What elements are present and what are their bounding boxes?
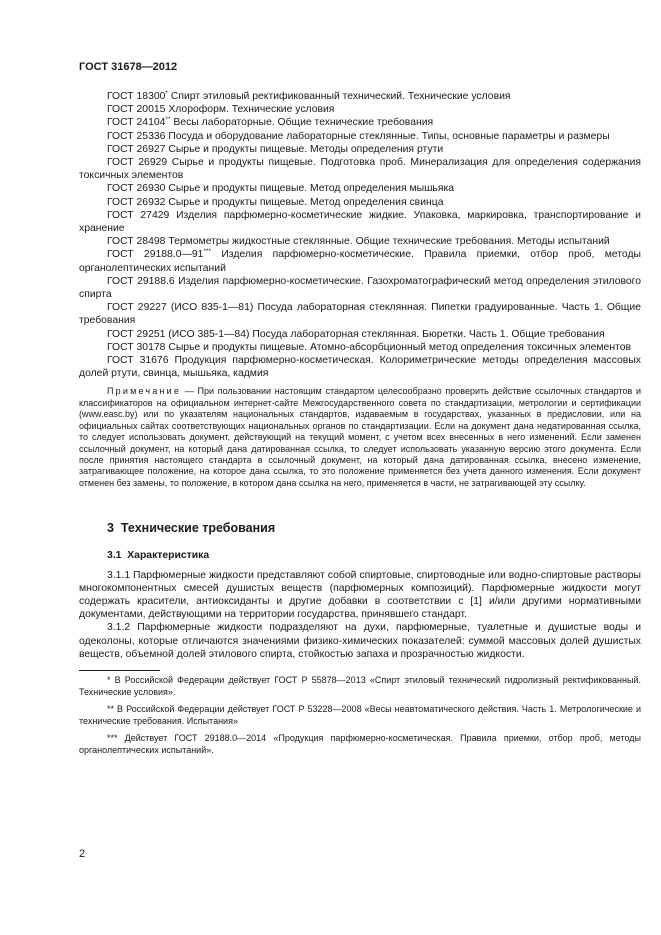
footnote: * В Российской Федерации действует ГОСТ Р 55878—2013 «Спирт этиловый технический гидролизный ректификованный. Технические условия». bbox=[79, 674, 641, 697]
reference-code: ГОСТ 29188.6 bbox=[107, 275, 175, 287]
footnote-mark: *** bbox=[203, 248, 212, 256]
reference-title: Сырье и продукты пищевые. Подготовка проб. Минерализация для определения содержания токсичных элементов bbox=[79, 157, 641, 182]
reference-title: Хлороформ. Технические условия bbox=[168, 104, 335, 116]
subsection-title: Характеристика bbox=[127, 550, 210, 562]
reference-item bbox=[79, 130, 641, 143]
reference-title: Весы лабораторные. Общие технические требования bbox=[173, 117, 434, 129]
document-body bbox=[79, 90, 641, 763]
reference-item bbox=[79, 209, 641, 235]
reference-code: ГОСТ 24104 bbox=[107, 117, 166, 129]
normative-references-list bbox=[79, 90, 641, 380]
reference-item bbox=[79, 248, 641, 274]
reference-title: Изделия парфюмерно-косметические. Правила приемки, отбор проб, методы органолептических испытаний bbox=[79, 249, 642, 274]
page-header: ГОСТ 31678—2012 bbox=[79, 61, 178, 73]
reference-title: Изделия парфюмерно-косметические. Газохроматографический метод определения этилового спирта bbox=[79, 275, 642, 301]
section-heading bbox=[79, 522, 641, 535]
reference-item bbox=[79, 116, 641, 129]
reference-code: ГОСТ 26929 bbox=[107, 157, 168, 169]
reference-title: Продукция парфюмерно-косметическая. Колориметрические методы определения массовых долей ртути, свинца, мышьяка, кадмия bbox=[79, 355, 641, 380]
reference-code: ГОСТ 18300 bbox=[107, 91, 166, 102]
reference-title: Посуда и оборудование лабораторные стеклянные. Типы, основные параметры и размеры bbox=[168, 130, 610, 142]
footnote: ** В Российской Федерации действует ГОСТ Р 53228—2008 «Весы неавтоматического действия. Часть 1. Метрологические и технические требования. Испытания» bbox=[79, 704, 641, 726]
reference-item bbox=[79, 301, 641, 327]
reference-item bbox=[79, 156, 641, 182]
reference-title: Сырье и продукты пищевые. Метод определения свинца bbox=[168, 196, 444, 208]
reference-title: Посуда лабораторная стеклянная. Пипетки градуированные. Часть 1. Общие требования bbox=[79, 302, 641, 327]
body-paragraph: 3.1.2 Парфюмерные жидкости подразделяют на духи, парфюмерные, туалетные и душистые воды и одеколоны, которые отличаются значениями физико-химических показателей: суммой массовых долей душистых веществ, объемной долей этилового спирта, стойкостью запаха и прозрачностью жидкости. bbox=[79, 622, 641, 660]
footnote-divider bbox=[79, 670, 160, 671]
reference-title: Сырье и продукты пищевые. Метод определения мышьяка bbox=[168, 183, 455, 195]
reference-note bbox=[79, 386, 641, 489]
reference-title: Спирт этиловый ректификованный технический. Технические условия bbox=[170, 91, 511, 102]
reference-item bbox=[79, 143, 641, 156]
footnote: *** Действует ГОСТ 29188.0—2014 «Продукция парфюмерно-косметическая. Правила приемки, отбор проб, методы органолептических испытаний». bbox=[79, 733, 641, 755]
reference-title: Термометры жидкостные стеклянные. Общие технические требования. Методы испытаний bbox=[168, 236, 610, 248]
reference-item bbox=[79, 328, 641, 341]
section-number: 3 bbox=[107, 521, 114, 536]
reference-code: ГОСТ 29227 (ИСО 835-1—81) bbox=[107, 302, 254, 314]
reference-title: Изделия парфюмерно-косметические жидкие. Упаковка, маркировка, транспортирование и хранение bbox=[79, 209, 641, 235]
reference-code: ГОСТ 30178 bbox=[107, 341, 166, 353]
page-number: 2 bbox=[79, 848, 86, 860]
footnote-mark: ** bbox=[165, 116, 171, 124]
reference-item bbox=[79, 235, 641, 248]
subsection-heading bbox=[79, 549, 641, 562]
reference-code: ГОСТ 28498 bbox=[107, 236, 166, 248]
reference-code: ГОСТ 27429 bbox=[107, 209, 170, 221]
note-text: — При пользовании настоящим стандартом целесообразно проверить действие ссылочных стандартов и классификаторов на официальном интернет-сайте Межгосударственного совета по стандартизации, метрологии и сертификации (www.easc.by) или по указателям национальных стандартов, издаваемым в государствах, указанных в предисловии, или на официальных сайтах соответствующих национальных органов по стандартизации. Если на документ дана недатированная ссылка, то следует использовать документ, действующий на текущий момент, с учетом всех внесенных в него изменений. Если заменен ссылочный документ, на который дана датированная ссылка, то следует использовать указанную версию этого документа. Если после принятия настоящего стандарта в ссылочный документ, на который дана датированная ссылка, внесено изменение, затрагивающее положение, на которое дана ссылка, то это положение применяется без учета данного изменения. Если документ отменен без замены, то положение, в котором дана ссылка на него, применяется в части, не затрагивающей эту ссылку. bbox=[79, 386, 641, 488]
reference-code: ГОСТ 29251 (ИСО 385-1—84) bbox=[107, 328, 250, 340]
reference-item bbox=[79, 182, 641, 195]
reference-title: Посуда лабораторная стеклянная. Бюретки. Часть 1. Общие требования bbox=[252, 328, 605, 340]
body-paragraph: 3.1.1 Парфюмерные жидкости представляют собой спиртовые, спиртоводные или водно-спиртовые растворы многокомпонентных смесей душистых веществ (парфюмерных композиций). Парфюмерные жидкости могут содержать красители, антиоксиданты и другие добавки в соответствии с [1] и/или другими нормативными документами, действующими на территории государства, принявшего стандарт. bbox=[79, 569, 641, 621]
reference-item bbox=[79, 341, 641, 354]
subsection-number: 3.1 bbox=[107, 550, 122, 562]
reference-code: ГОСТ 26930 bbox=[107, 183, 166, 195]
reference-item bbox=[79, 275, 641, 301]
reference-item bbox=[79, 90, 641, 103]
reference-code: ГОСТ 20015 bbox=[107, 104, 166, 116]
reference-title: Сырье и продукты пищевые. Атомно-абсорбционный метод определения токсичных элементов bbox=[168, 341, 632, 353]
reference-code: ГОСТ 26932 bbox=[107, 196, 166, 208]
reference-item bbox=[79, 354, 641, 380]
reference-code: ГОСТ 29188.0—91 bbox=[107, 249, 204, 261]
reference-code: ГОСТ 25336 bbox=[107, 130, 166, 142]
reference-title: Сырье и продукты пищевые. Методы определения ртути bbox=[168, 143, 444, 155]
footnote-mark: * bbox=[165, 90, 168, 97]
reference-item bbox=[79, 196, 641, 209]
reference-item bbox=[79, 103, 641, 116]
reference-code: ГОСТ 31676 bbox=[107, 355, 169, 367]
note-label: Примечание bbox=[107, 386, 182, 397]
section-title: Технические требования bbox=[120, 521, 276, 536]
reference-code: ГОСТ 26927 bbox=[107, 143, 166, 155]
